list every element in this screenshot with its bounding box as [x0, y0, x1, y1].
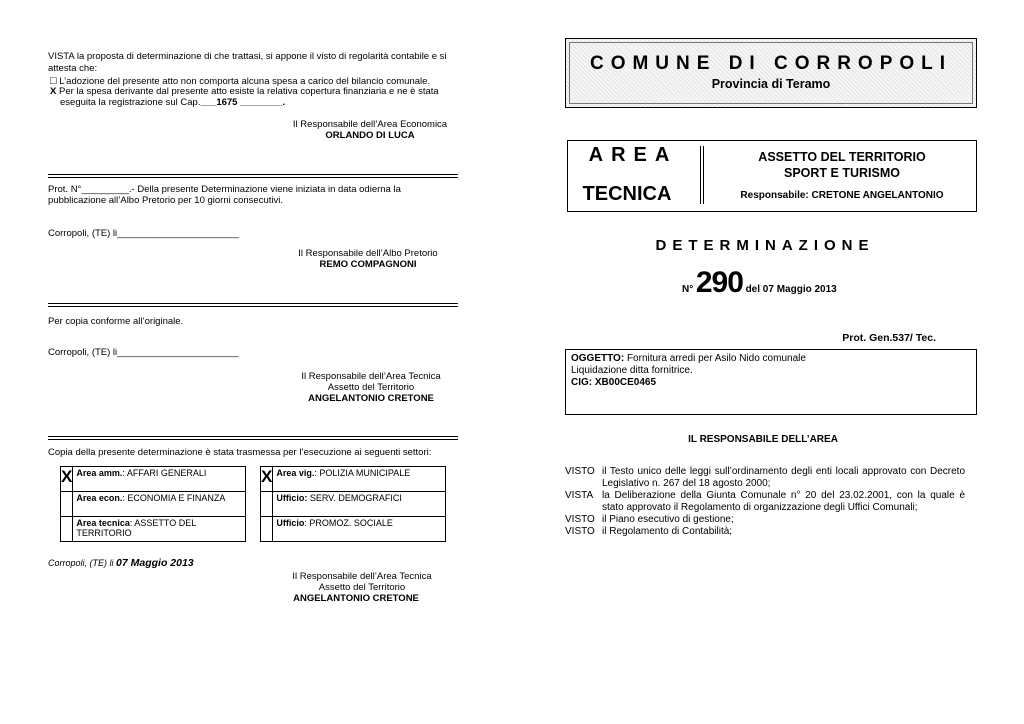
- resp-tecnica-title: Il Responsabile dell’Area Tecnica: [301, 371, 441, 382]
- resp-area-heading: IL RESPONSABILE DELL’AREA: [688, 434, 838, 445]
- settore-mark: X: [61, 467, 73, 492]
- oggetto-label: OGGETTO:: [571, 353, 625, 364]
- settore-cell: [73, 517, 246, 542]
- separator-line: [48, 436, 458, 440]
- num-prefix: N°: [682, 284, 694, 295]
- settore-mark: [261, 492, 273, 517]
- settore-value: : ECONOMIA E FINANZA: [122, 493, 226, 503]
- area-word: AREA: [588, 144, 678, 166]
- visto-text: il Piano esecutivo di gestione;: [602, 514, 734, 525]
- visto-label: VISTO: [565, 514, 595, 525]
- final-date-value: 07 Maggio 2013: [116, 557, 194, 569]
- resp-economica-title: Il Responsabile dell’Area Economica: [292, 119, 448, 130]
- area-divider: [700, 146, 704, 204]
- resp-albo-title: Il Responsabile dell’Albo Pretorio: [298, 248, 438, 259]
- oggetto-line: [571, 353, 806, 364]
- settore-label: Area econ.: [76, 493, 123, 503]
- determina-number: 290: [695, 266, 743, 299]
- separator-line: [48, 303, 458, 307]
- visto-label: VISTO: [565, 526, 595, 537]
- determina-date: del 07 Maggio 2013: [745, 284, 837, 295]
- resp-tecnica-2-name: ANGELANTONIO CRETONE: [293, 593, 419, 604]
- determinazione-title: DETERMINAZIONE: [655, 237, 875, 254]
- prot-albo-text: [48, 184, 468, 206]
- settore-mark: [61, 517, 73, 542]
- settore-value: SERV. DEMOGRAFICI: [307, 493, 402, 503]
- corropoli-date-line-1: Corropoli, (TE) li_______________________: [48, 228, 239, 239]
- final-date-line: [48, 557, 194, 569]
- settore-label: Area vig.: [276, 468, 315, 478]
- settore-label: Ufficio: [276, 518, 305, 528]
- visto-item: [565, 490, 965, 514]
- settore-value: : AFFARI GENERALI: [122, 468, 207, 478]
- resp-tecnica-2-title: Il Responsabile dell’Area Tecnica: [292, 571, 432, 582]
- responsabile-text: Responsabile: CRETONE ANGELANTONIO: [740, 190, 944, 201]
- visto-item: [565, 514, 965, 526]
- resp-economica-name: ORLANDO DI LUCA: [325, 130, 415, 141]
- separator-line: [48, 174, 458, 178]
- capitolo-value: ___1675 ________.: [200, 97, 285, 108]
- settore-label: Area tecnica: [76, 518, 130, 528]
- settore-row: [261, 492, 446, 517]
- oggetto-line-2: Liquidazione ditta fornitrice.: [571, 365, 693, 376]
- visto-item: [565, 526, 965, 538]
- option-copertura: [50, 86, 470, 108]
- checkbox-checked-mark: X: [50, 86, 57, 97]
- cig-code: CIG: XB00CE0465: [571, 377, 657, 388]
- settore-line-2: SPORT E TURISMO: [784, 166, 900, 180]
- settore-cell: [273, 517, 446, 542]
- comune-title: COMUNE DI CORROPOLI: [589, 53, 953, 74]
- copia-trasmessa-text: Copia della presente determinazione è stata trasmessa per l’esecuzione ai seguenti settori:: [48, 447, 432, 458]
- prot-line-2: pubblicazione all’Albo Pretorio per 10 giorni consecutivi.: [48, 195, 283, 206]
- visto-label: VISTO: [565, 466, 595, 477]
- resp-tecnica-2-sub: Assetto del Territorio: [318, 582, 406, 593]
- settore-mark: [261, 517, 273, 542]
- option-no-spesa-text: L’adozione del presente atto non comporta alcuna spesa a carico del bilancio comunale.: [59, 76, 431, 87]
- final-date-prefix: Corropoli, (TE) li: [48, 558, 114, 568]
- prot-line-1: Prot. N°_________.- Della presente Determinazione viene iniziata in data odierna la: [48, 184, 401, 195]
- settori-table-left: [60, 466, 246, 542]
- visto-text: il Regolamento di Contabilità;: [602, 526, 733, 537]
- settore-row: [261, 517, 446, 542]
- resp-albo-name: REMO COMPAGNONI: [319, 259, 417, 270]
- prot-gen: Prot. Gen.537/ Tec.: [842, 332, 936, 344]
- oggetto-box: [565, 349, 977, 415]
- settore-row: [61, 467, 246, 492]
- option-copertura-text-2: eseguita la registrazione sul Cap.: [60, 97, 201, 108]
- settore-value: : PROMOZ. SOCIALE: [304, 518, 393, 528]
- settore-value: : ASSETTO DEL TERRITORIO: [76, 518, 196, 538]
- visto-label: VISTA: [565, 490, 594, 501]
- settore-cell: [273, 492, 446, 517]
- resp-tecnica-name: ANGELANTONIO CRETONE: [308, 393, 434, 404]
- determina-number-line: [682, 266, 932, 300]
- checkbox-empty-icon: □: [50, 75, 57, 87]
- copia-conforme-text: Per copia conforme all’originale.: [48, 316, 184, 327]
- visto-text: il Testo unico delle leggi sull’ordinamento degli enti locali approvato con Decreto Legislativo n. 267 del 18 agosto 2000;: [602, 466, 965, 489]
- comune-header-box: [565, 38, 977, 108]
- tecnica-word: TECNICA: [582, 183, 672, 205]
- area-box: [567, 140, 977, 212]
- settore-row: [261, 467, 446, 492]
- settore-value: : POLIZIA MUNICIPALE: [314, 468, 411, 478]
- settori-table-right: [260, 466, 446, 542]
- settore-row: [61, 492, 246, 517]
- settore-mark: X: [261, 467, 273, 492]
- provincia-text: Provincia di Teramo: [711, 77, 831, 91]
- settore-mark: [61, 492, 73, 517]
- settore-label: Ufficio:: [276, 493, 308, 503]
- option-copertura-text: Per la spesa derivante dal presente atto esiste la relativa copertura finanziaria e ne è stata: [58, 86, 439, 97]
- settore-cell: [273, 467, 446, 492]
- visto-regolarita-text: VISTA la proposta di determinazione di che trattasi, si appone il visto di regolarità contabile e si attesta che:: [48, 51, 447, 74]
- corropoli-date-line-2: Corropoli, (TE) li_______________________: [48, 347, 239, 358]
- resp-tecnica-sub: Assetto del Territorio: [327, 382, 415, 393]
- settore-row: [61, 517, 246, 542]
- visto-item: [565, 466, 965, 490]
- settore-cell: [73, 492, 246, 517]
- settore-cell: [73, 467, 246, 492]
- settore-line-1: ASSETTO DEL TERRITORIO: [758, 150, 926, 164]
- settore-label: Area amm.: [76, 468, 123, 478]
- visto-text: la Deliberazione della Giunta Comunale n° 20 del 23.02.2001, con la quale è stato approvato il Regolamento di organizzazione degli Uffici Comunali;: [602, 490, 965, 513]
- oggetto-text: Fornitura arredi per Asilo Nido comunale: [626, 353, 806, 364]
